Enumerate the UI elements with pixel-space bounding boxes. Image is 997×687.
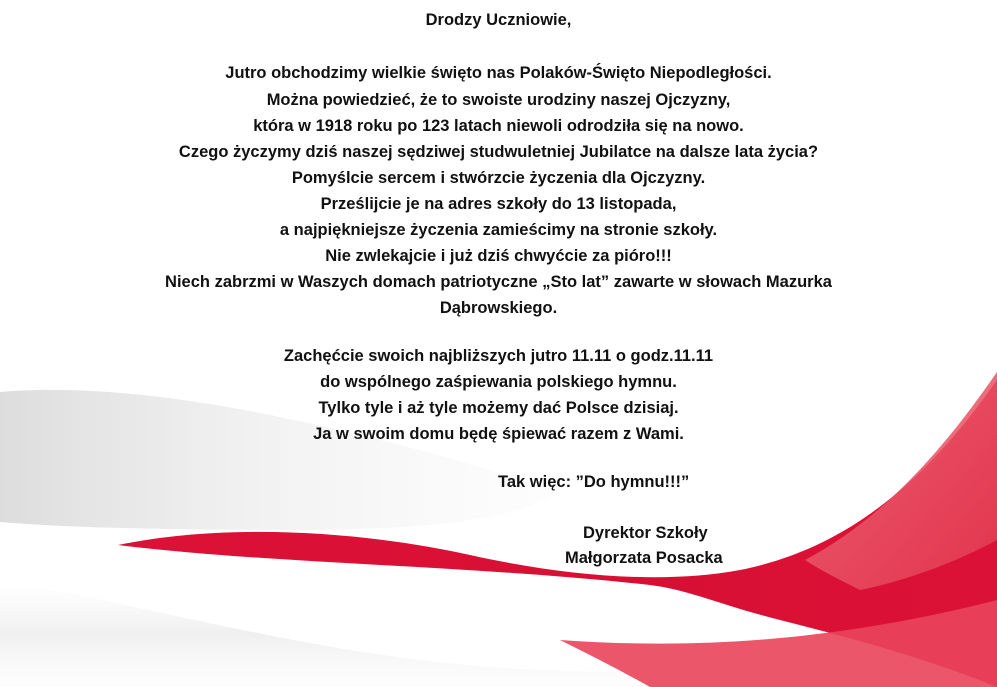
- greeting: Drodzy Uczniowie,: [425, 11, 572, 29]
- text-line: Prześlijcie je na adres szkoły do 13 listopada,: [320, 195, 677, 213]
- text-line: Można powiedzieć, że to swoiste urodziny naszej Ojczyzny,: [266, 91, 731, 109]
- text-line: która w 1918 roku po 123 latach niewoli odrodziła się na nowo.: [253, 117, 744, 135]
- text-line: Nie zwlekajcie i już dziś chwyćcie za pióro!!!: [325, 247, 672, 265]
- text-line: Jutro obchodzimy wielkie święto nas Polaków-Święto Niepodległości.: [225, 64, 772, 82]
- text-line: Pomyślcie sercem i stwórzcie życzenia dla Ojczyzny.: [291, 169, 706, 187]
- text-line: Zachęćcie swoich najbliższych jutro 11.11 o godz.11.11: [283, 347, 714, 365]
- text-line: a najpiękniejsze życzenia zamieścimy na stronie szkoły.: [279, 221, 718, 239]
- signature-title: Dyrektor Szkoły: [583, 524, 708, 542]
- signature-name: Małgorzata Posacka: [565, 549, 723, 567]
- text-line: Dąbrowskiego.: [439, 299, 558, 317]
- closing-line: Tak więc: ”Do hymnu!!!”: [498, 473, 690, 491]
- text-line: Niech zabrzmi w Waszych domach patriotyczne „Sto lat” zawarte w słowach Mazurka: [165, 273, 832, 291]
- text-line: Czego życzymy dziś naszej sędziwej studwuletniej Jubilatce na dalsze lata życia?: [178, 143, 819, 161]
- text-line: Tylko tyle i aż tyle możemy dać Polsce dzisiaj.: [318, 399, 679, 417]
- text-line: do wspólnego zaśpiewania polskiego hymnu.: [320, 373, 677, 391]
- text-line: Ja w swoim domu będę śpiewać razem z Wami.: [313, 425, 684, 443]
